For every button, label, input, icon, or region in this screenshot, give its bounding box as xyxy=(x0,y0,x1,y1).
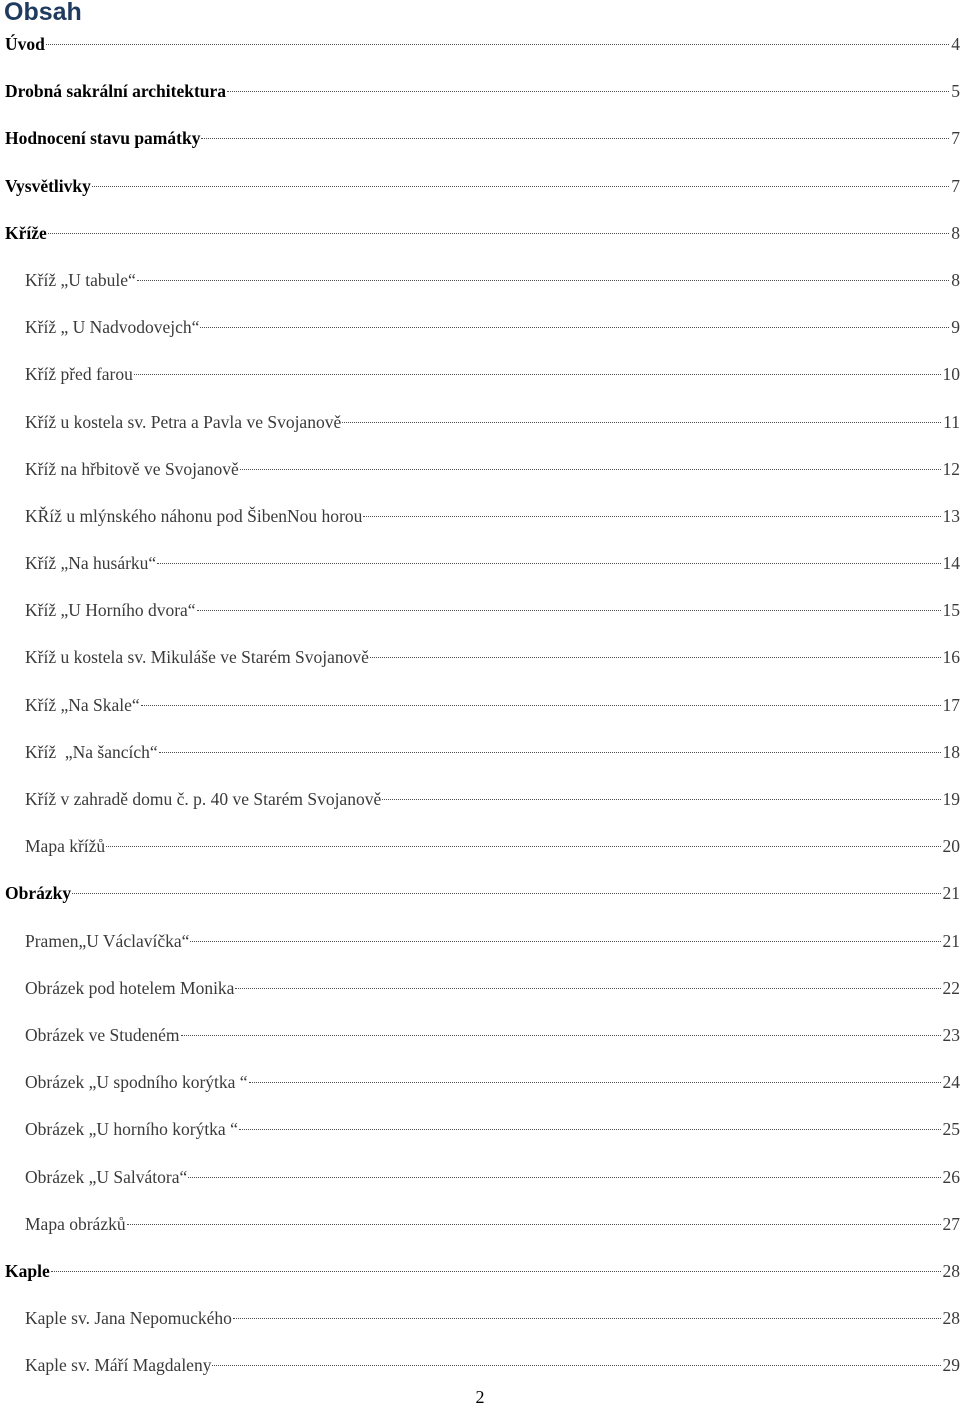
dot-leader xyxy=(157,563,940,564)
dot-leader xyxy=(48,233,949,234)
toc-entry[interactable] xyxy=(0,682,960,729)
toc-entry-title: Obrázek „U spodního korýtka “ xyxy=(25,1072,248,1093)
dot-leader xyxy=(141,705,941,706)
toc-entry-title: Drobná sakrální architektura xyxy=(5,81,227,102)
dot-leader xyxy=(190,941,940,942)
toc-entry[interactable] xyxy=(0,729,960,776)
toc-entry-page: 28 xyxy=(942,1308,960,1329)
toc-entry[interactable] xyxy=(0,823,960,870)
toc-entry-page: 19 xyxy=(942,789,960,809)
dot-leader xyxy=(159,752,941,753)
toc-entry[interactable] xyxy=(0,163,960,210)
toc-entry-title: Kříž „ U Nadvodovejch“ xyxy=(25,317,200,338)
dot-leader xyxy=(239,1129,941,1130)
toc-entry-page: 7 xyxy=(951,175,960,196)
table-of-contents xyxy=(0,21,960,1389)
toc-entry-page: 21 xyxy=(942,883,960,904)
toc-entry-title: Kříže xyxy=(5,222,47,243)
toc-entry-page: 20 xyxy=(942,836,960,857)
toc-entry-page: 9 xyxy=(951,317,960,338)
toc-entry[interactable] xyxy=(0,1154,960,1201)
toc-entry[interactable] xyxy=(0,1059,960,1106)
dot-leader xyxy=(188,1177,940,1178)
dot-leader xyxy=(227,91,949,92)
dot-leader xyxy=(72,893,940,894)
dot-leader xyxy=(137,280,949,281)
toc-entry-page: 18 xyxy=(942,741,960,762)
toc-entry[interactable] xyxy=(0,68,960,115)
toc-entry-title: KŘíž u mlýnského náhonu pod ŠibenNou horou xyxy=(25,505,363,526)
toc-entry[interactable] xyxy=(0,257,960,304)
toc-entry-page: 26 xyxy=(942,1166,960,1187)
dot-leader xyxy=(382,799,940,800)
toc-entry-page: 10 xyxy=(942,364,960,385)
toc-entry[interactable] xyxy=(0,1295,960,1342)
toc-entry[interactable] xyxy=(0,493,960,540)
dot-leader xyxy=(212,1365,940,1366)
dot-leader xyxy=(197,610,941,611)
toc-entry-title: Kříž „U tabule“ xyxy=(25,269,136,290)
toc-entry-title: Pramen„U Václavíčka“ xyxy=(25,930,190,951)
toc-entry-page: 15 xyxy=(942,600,960,621)
toc-entry[interactable] xyxy=(0,1106,960,1153)
dot-leader xyxy=(240,469,941,470)
dot-leader xyxy=(92,186,949,187)
toc-entry-title: Kříž u kostela sv. Mikuláše ve Starém Svojanově xyxy=(25,647,369,668)
toc-entry-page: 14 xyxy=(942,553,960,574)
page-number: 2 xyxy=(475,1387,485,1407)
toc-entry[interactable] xyxy=(0,1201,960,1248)
toc-entry-page: 16 xyxy=(942,647,960,668)
toc-entry[interactable] xyxy=(0,210,960,257)
toc-entry-page: 23 xyxy=(942,1024,960,1045)
toc-entry[interactable] xyxy=(0,21,960,68)
toc-entry-page: 22 xyxy=(942,977,960,998)
toc-entry[interactable] xyxy=(0,540,960,587)
toc-entry[interactable] xyxy=(0,587,960,634)
toc-entry-title: Kříž v zahradě domu č. p. 40 ve Starém Svojanově xyxy=(25,789,382,809)
dot-leader xyxy=(370,657,941,658)
dot-leader xyxy=(127,1224,941,1225)
toc-entry[interactable] xyxy=(0,918,960,965)
dot-leader xyxy=(181,1035,941,1036)
toc-entry-title: Kaple xyxy=(5,1260,50,1281)
toc-entry-page: 5 xyxy=(951,81,960,102)
toc-entry-title: Kříž u kostela sv. Petra a Pavla ve Svojanově xyxy=(25,411,342,432)
toc-entry-title: Kříž „Na Skale“ xyxy=(25,694,140,715)
toc-entry[interactable] xyxy=(0,634,960,681)
toc-entry-title: Hodnocení stavu památky xyxy=(5,128,201,149)
dot-leader xyxy=(106,846,940,847)
toc-entry-title: Kříž „U Horního dvora“ xyxy=(25,600,196,621)
toc-entry-title: Kříž „Na husárku“ xyxy=(25,553,157,574)
toc-entry-title: Kříž před farou xyxy=(25,364,133,385)
toc-entry-page: 4 xyxy=(951,34,960,54)
dot-leader xyxy=(46,44,949,45)
toc-entry[interactable] xyxy=(0,965,960,1012)
toc-heading: Obsah xyxy=(4,0,82,26)
toc-entry-title: Kříž na hřbitově ve Svojanově xyxy=(25,458,239,479)
dot-leader xyxy=(235,988,940,989)
toc-entry[interactable] xyxy=(0,1248,960,1295)
toc-entry-page: 25 xyxy=(942,1119,960,1140)
toc-entry-title: Obrázek pod hotelem Monika xyxy=(25,977,235,998)
dot-leader xyxy=(363,516,940,517)
toc-entry-title: Mapa obrázků xyxy=(25,1213,126,1234)
toc-entry-title: Kaple sv. Máří Magdaleny xyxy=(25,1355,212,1376)
toc-entry-page: 27 xyxy=(942,1213,960,1234)
dot-leader xyxy=(51,1271,941,1272)
dot-leader xyxy=(134,374,941,375)
toc-entry[interactable] xyxy=(0,304,960,351)
toc-entry-title: Kaple sv. Jana Nepomuckého xyxy=(25,1308,232,1329)
toc-entry-title: Obrázek „U horního korýtka “ xyxy=(25,1119,238,1140)
toc-entry[interactable] xyxy=(0,446,960,493)
toc-entry-page: 12 xyxy=(942,458,960,479)
toc-entry-page: 28 xyxy=(942,1260,960,1281)
toc-entry-page: 13 xyxy=(942,505,960,526)
toc-entry[interactable] xyxy=(0,1342,960,1389)
toc-entry-title: Úvod xyxy=(5,34,45,54)
dot-leader xyxy=(342,422,941,423)
toc-entry-page: 7 xyxy=(951,128,960,149)
toc-entry-title: Mapa křížů xyxy=(25,836,106,857)
toc-entry-page: 8 xyxy=(951,269,960,290)
toc-entry-page: 29 xyxy=(942,1355,960,1376)
dot-leader xyxy=(201,138,949,139)
toc-entry-title: Obrázek ve Studeném xyxy=(25,1024,180,1045)
toc-entry[interactable] xyxy=(0,870,960,917)
toc-entry[interactable] xyxy=(0,115,960,162)
toc-entry-page: 24 xyxy=(942,1072,960,1093)
dot-leader xyxy=(200,327,949,328)
toc-entry-title: Obrázek „U Salvátora“ xyxy=(25,1166,188,1187)
toc-entry[interactable] xyxy=(0,399,960,446)
toc-entry[interactable] xyxy=(0,1012,960,1059)
toc-entry-title: Obrázky xyxy=(5,883,72,904)
toc-entry-page: 17 xyxy=(942,694,960,715)
dot-leader xyxy=(233,1318,941,1319)
toc-entry[interactable] xyxy=(0,351,960,398)
toc-entry-page: 8 xyxy=(951,222,960,243)
dot-leader xyxy=(249,1082,941,1083)
toc-entry-title: Vysvětlivky xyxy=(5,175,91,196)
toc-entry-page: 21 xyxy=(942,930,960,951)
toc-entry-page: 11 xyxy=(943,411,960,432)
toc-entry-title: Kříž „Na šancích“ xyxy=(25,741,158,762)
toc-entry[interactable] xyxy=(0,776,960,823)
